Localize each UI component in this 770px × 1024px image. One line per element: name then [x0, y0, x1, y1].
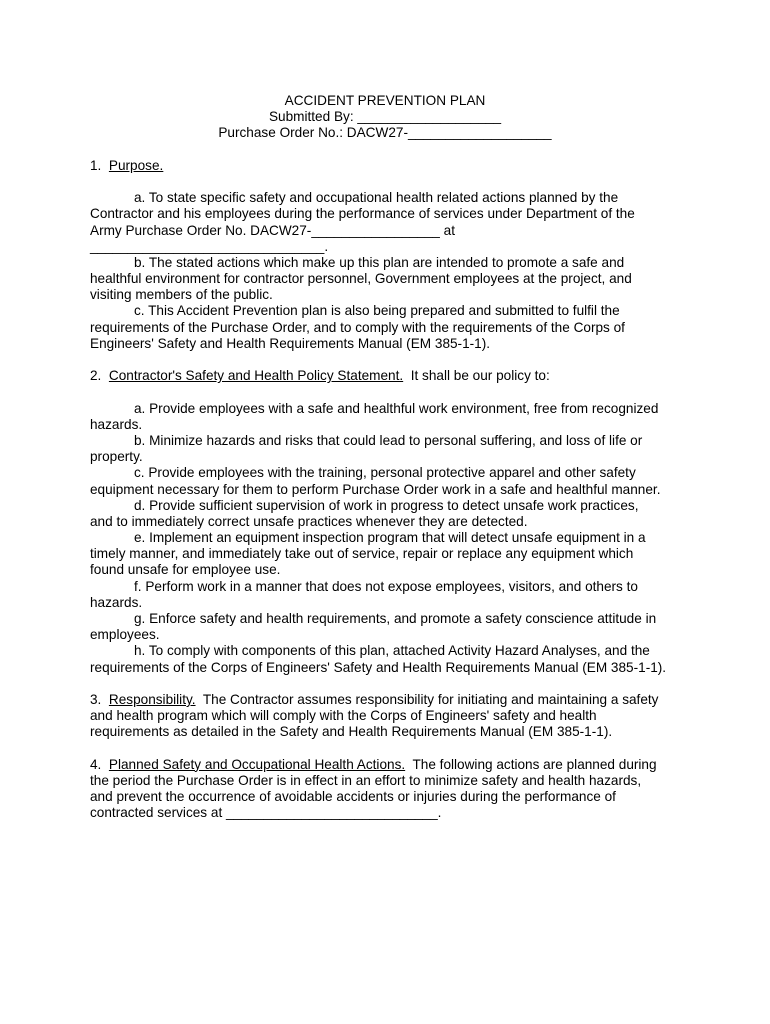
document-title: ACCIDENT PREVENTION PLAN [284, 93, 486, 108]
section-title: Contractor's Safety and Health Policy Statement. [108, 368, 404, 384]
section-title: Responsibility. [108, 691, 196, 707]
paragraph-line: _______________________________. [90, 238, 329, 254]
paragraph-line: Contractor and his employees during the performance of services under Department of the [90, 206, 635, 222]
section-number: 4. [90, 756, 102, 772]
section-number: 1. [90, 157, 102, 173]
paragraph-line: and to immediately correct unsafe practices whenever they are detected. [90, 513, 528, 529]
submitted-by-line: Submitted By: ___________________ [268, 109, 502, 125]
paragraph-line: hazards. [90, 594, 143, 610]
paragraph-line: c. Provide employees with the training, personal protective apparel and other safety [134, 465, 636, 481]
section-intro: It shall be our policy to: [403, 368, 550, 384]
paragraph-line: healthful environment for contractor personnel, Government employees at the project, and [90, 271, 632, 287]
paragraph-line: equipment necessary for them to perform Purchase Order work in a safe and healthful manner. [90, 481, 661, 497]
paragraph-line: g. Enforce safety and health requirements, and promote a safety conscience attitude in [134, 611, 657, 626]
paragraph-line: found unsafe for employee use. [90, 562, 281, 578]
paragraph-line: a. Provide employees with a safe and healthful work environment, free from recognized [134, 400, 659, 416]
paragraph-line: The Contractor assumes responsibility for initiating and maintaining a safety [195, 691, 659, 707]
paragraph-line: f. Perform work in a manner that does not expose employees, visitors, and others to [134, 578, 638, 594]
paragraph-line: c. This Accident Prevention plan is also being prepared and submitted to fulfil the [134, 303, 620, 319]
paragraph-line: a. To state specific safety and occupational health related actions planned by the [134, 190, 619, 206]
paragraph-line: contracted services at ____________________________. [90, 805, 442, 821]
paragraph-line: requirements of the Purchase Order, and to comply with the requirements of the Corps of [90, 319, 625, 335]
section-number: 2. [90, 368, 102, 384]
section-number: 3. [90, 691, 102, 707]
paragraph-line: and prevent the occurrence of avoidable accidents or injuries during the performance of [90, 789, 616, 805]
section-title: Planned Safety and Occupational Health Actions. [108, 756, 406, 772]
paragraph-line: b. The stated actions which make up this plan are intended to promote a safe and [134, 254, 625, 270]
paragraph-line: requirements as detailed in the Safety and Health Requirements Manual (EM 385-1-1). [90, 724, 613, 740]
paragraph-line: e. Implement an equipment inspection program that will detect unsafe equipment in a [134, 530, 646, 546]
paragraph-line: h. To comply with components of this plan, attached Activity Hazard Analyses, and the [134, 643, 650, 659]
paragraph-line: d. Provide sufficient supervision of work in progress to detect unsafe work practices, [134, 497, 639, 513]
section-title: Purpose. [108, 157, 164, 173]
section-4-heading [90, 757, 690, 773]
paragraph-line: employees. [90, 627, 160, 643]
paragraph-line: and health program which will comply with the Corps of Engineers' safety and health [90, 708, 597, 724]
paragraph-line: The following actions are planned during [405, 756, 657, 772]
paragraph-line: the period the Purchase Order is in effect in an effort to minimize safety and health hazards, [90, 772, 642, 788]
purchase-order-line: Purchase Order No.: DACW27-___________________ [218, 125, 552, 141]
paragraph-line: requirements of the Corps of Engineers' Safety and Health Requirements Manual (EM 385-1-1). [90, 659, 667, 675]
paragraph-line: property. [90, 449, 143, 465]
paragraph-line: b. Minimize hazards and risks that could lead to personal suffering, and loss of life or [134, 432, 643, 448]
paragraph-line: hazards. [90, 416, 143, 432]
section-3-heading [90, 692, 690, 708]
section-2-heading [90, 368, 690, 384]
section-1-heading [90, 158, 690, 174]
paragraph-line: Engineers' Safety and Health Requirements Manual (EM 385-1-1). [90, 335, 491, 351]
document-body [90, 93, 690, 821]
paragraph-line: Army Purchase Order No. DACW27-_________________ at [90, 222, 455, 238]
paragraph-line: timely manner, and immediately take out of service, repair or replace any equipment which [90, 546, 634, 562]
paragraph-line: visiting members of the public. [90, 287, 273, 303]
